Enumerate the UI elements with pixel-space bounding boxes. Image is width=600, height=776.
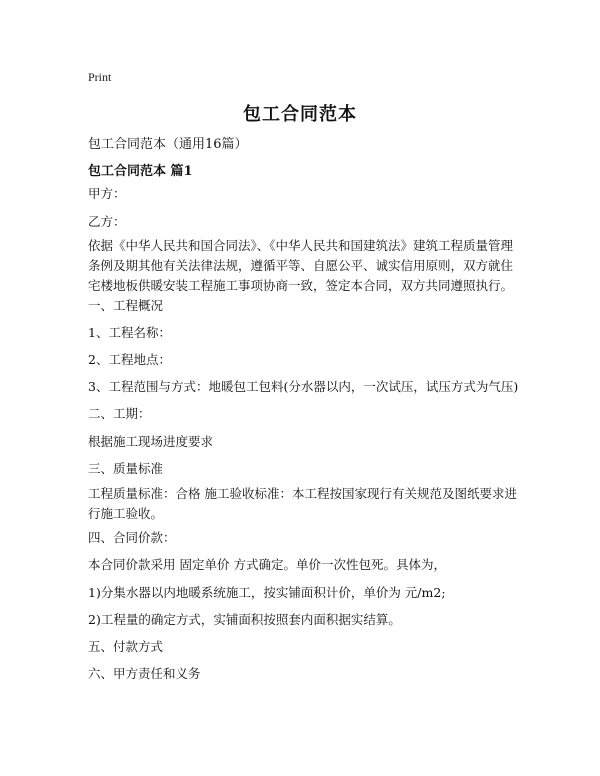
preamble-paragraph: 依据《中华人民共和国合同法》、《中华人民共和国建筑法》建筑工程质量管理条例及期其他有关法律法规，遵循平等、自愿公平、诚实信用原则，双方就住宅楼地板供暖安装工程施工事项协商一致，签定本合同，双方共同遵照执行。 [88,238,514,293]
project-location-line: 2、工程地点： [88,352,171,367]
clause-heading-5: 五、付款方式 [88,639,164,654]
section-heading: 包工合同范本 篇1 [88,164,193,179]
project-scope-line: 3、工程范围与方式：地暖包工包料(分水器以内，一次试压，试压方式为气压) [88,379,519,394]
clause-heading-3: 三、质量标准 [88,461,164,476]
party-a-line: 甲方： [88,186,126,201]
party-b-line: 乙方： [88,214,126,229]
price-method-line: 本合同价款采用 固定单价 方式确定。单价一次性包死。具体为， [88,557,446,572]
clause-heading-1: 一、工程概况 [88,298,164,313]
schedule-line: 根据施工现场进度要求 [88,434,214,449]
clause-heading-4: 四、合同价款： [88,530,176,545]
quality-standard-paragraph: 工程质量标准：合格 施工验收标准：本工程按国家现行有关规范及图纸要求进行施工验收。 [88,486,517,521]
clause-heading-2: 二、工期： [88,406,151,421]
document-title: 包工合同范本 [243,104,357,125]
price-item-2: 2)工程量的确定方式，实铺面积按照套内面积据实结算。 [88,612,401,627]
project-name-line: 1、工程名称： [88,325,171,340]
price-item-1: 1)分集水器以内地暖系统施工，按实铺面积计价，单价为 元/m2; [88,585,446,600]
document-subtitle: 包工合同范本（通用16篇） [88,137,248,152]
clause-heading-6: 六、甲方责任和义务 [88,666,201,681]
print-label: Print [88,70,112,84]
